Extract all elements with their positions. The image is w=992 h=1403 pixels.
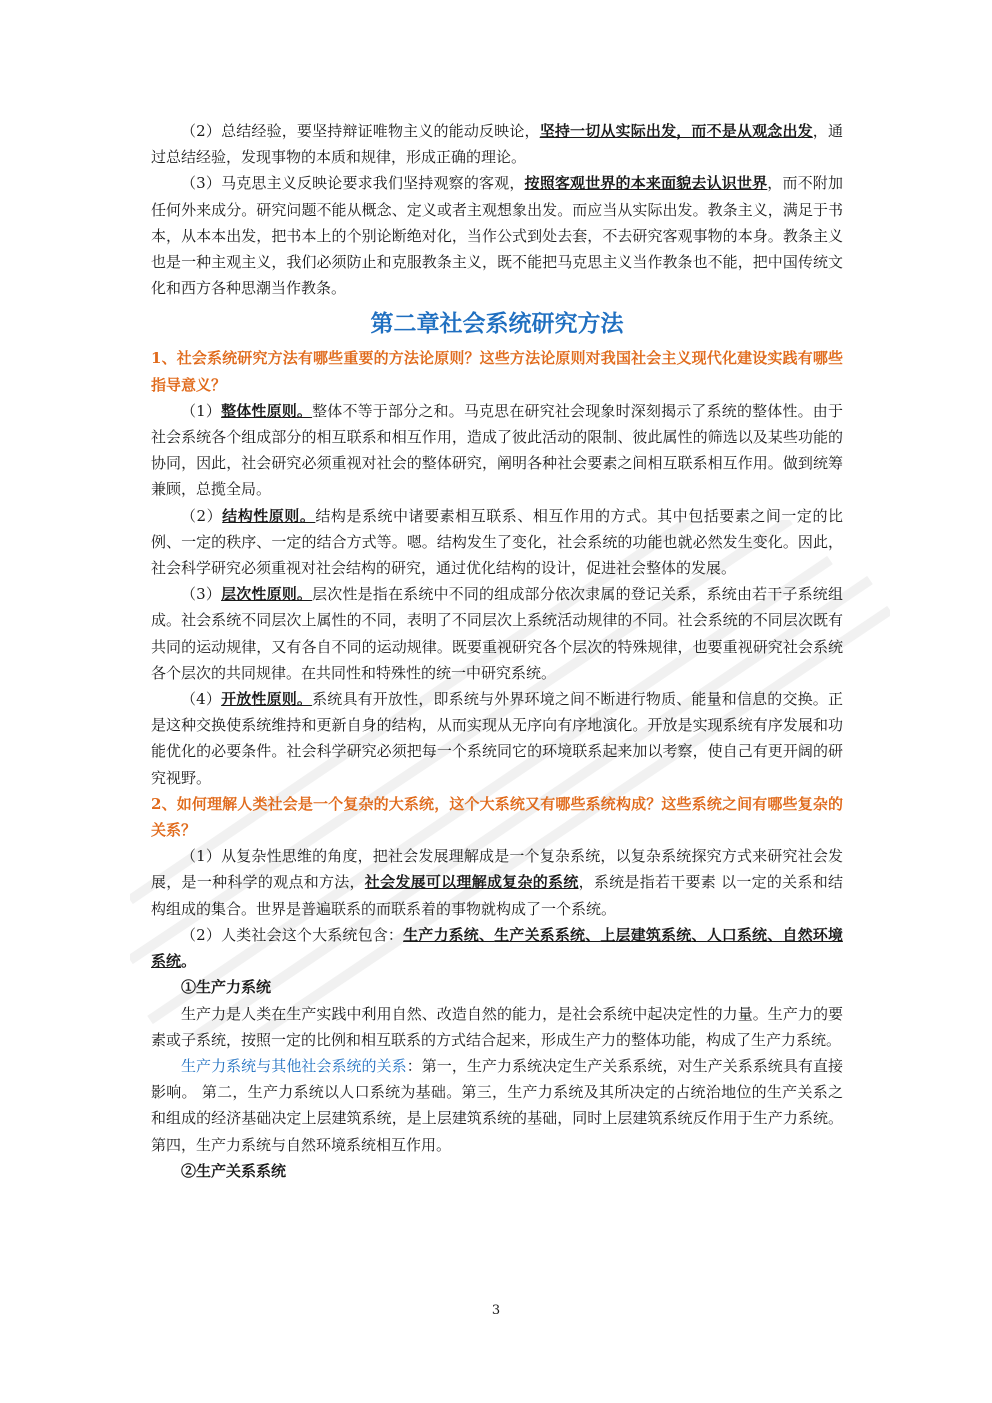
item-label: （3） (181, 174, 222, 193)
paragraph-text: 结构是系统中诸要素相互联系、相互作用的方式。其中包括要素之间一定的比例、一定的秩序、一定的结合方式等。嗯。结构发生了变化，社会系统的功能也就必然发生变化。因此，社会科学研究必须重视对社会结构的研究，通过优化结构的设计，促进社会整体的发展。 (151, 506, 843, 578)
sentence-end: 。 (181, 952, 197, 971)
productive-forces-definition: 生产力是人类在生产实践中利用自然、改造自然的能力，是社会系统中起决定性的力量。生产力的要素或子系统，按照一定的比例和相互联系的方式结合起来，形成生产力的整体功能，构成了生产力系统。 (151, 1004, 843, 1049)
separator: 、 (478, 925, 495, 944)
paragraph-text: 系统具有开放性，即系统与外界环境之间不断进行物质、能量和信息的交换。正是这种交换使系统维持和更新自身的结构，从而实现从无序向有序地演化。开放是实现系统有序发展和功能优化的必要条件。社会科学研究必须把每一个系统同它的环境联系起来加以考察，使自己有更开阔的研究视野。 (151, 690, 843, 787)
principle-name: 结构性原则。 (222, 506, 316, 525)
document-body (151, 118, 843, 1184)
paragraph-text: ，通过总结经验，发现事物的本质和规律，形成正确的理论。 (151, 122, 843, 167)
question-2-title: 2、如何理解人类社会是一个复杂的大系统，这个大系统又有哪些系统构成？这些系统之间有哪些复杂的关系？ (151, 794, 843, 840)
item-label: （1） (181, 401, 222, 420)
system-name: 人口系统 (706, 925, 768, 944)
question-1-title: 1、社会系统研究方法有哪些重要的方法论原则？这些方法论原则对我国社会主义现代化建设实践有哪些指导意义？ (151, 349, 843, 394)
answer-2-paragraph-1 (151, 843, 843, 922)
paragraph-text: 层次性是指在系统中不同的组成部分依次隶属的登记关系，系统由若干子系统组成。社会系统不同层次上属性的不同，表明了不同层次上系统活动规律的不同。社会系统的不同层次既有共同的运动规律，又有各自不同的运动规律。既要重视研究各个层次的特殊规律，也要重视研究社会系统各个层次的共同规律。在共同性和特殊性的统一中研究系统。 (151, 585, 843, 682)
paragraph-text: 马克思主义反映论要求我们坚持观察的客观， (221, 174, 525, 193)
item-label: （4） (181, 690, 222, 709)
principle-3 (151, 581, 843, 686)
separator: 、 (767, 925, 783, 944)
paragraph-text: ：第一，生产力系统决定生产关系系统，对生产关系系统具有直接影响。 第二，生产力系统以人口系统为基础。第三，生产力系统及其所决定的占统治地位的生产关系之和组成的经济基础决定上层建筑系统，是上层建筑系统的基础，同时上层建筑系统反作用于生产力系统。第四，生产力系统与自然环境系统相互作用。 (151, 1056, 843, 1154)
item-label: （2） (181, 122, 222, 140)
system-name: 自然环境系统 (151, 925, 843, 971)
item-label: （2） (181, 506, 223, 525)
principle-2 (151, 503, 843, 582)
item-label: （3） (181, 585, 222, 604)
underlined-emphasis: 社会发展可以理解成复杂的系统 (364, 873, 579, 892)
paragraph-top-2 (151, 118, 843, 170)
paragraph-text: 总结经验，要坚持辩证唯物主义的能动反映论， (221, 122, 540, 140)
subsection-heading-production-relations: ②生产关系系统 (181, 1161, 287, 1180)
paragraph-text: 整体不等于部分之和。马克思在研究社会现象时深刻揭示了系统的整体性。由于社会系统各个组成部分的相互联系和相互作用，造成了彼此活动的限制、彼此属性的筛选以及某些功能的协同，因此，社会研究必须重视对社会的整体研究，阐明各种社会要素之间相互联系相互作用。做到统筹兼顾，总揽全局。 (151, 401, 843, 499)
separator: 、 (585, 925, 601, 944)
system-name: 生产关系系统 (494, 925, 586, 944)
principle-name: 开放性原则。 (221, 690, 313, 709)
chapter-title: 第二章社会系统研究方法 (370, 310, 624, 338)
system-name: 生产力系统 (403, 925, 479, 944)
principle-4 (151, 686, 843, 791)
paragraph-text: 人类社会这个大系统包含： (221, 925, 404, 944)
principle-1 (151, 398, 843, 503)
relation-label: 生产力系统与其他社会系统的关系 (181, 1056, 407, 1075)
subsection-heading-productive-forces: ①生产力系统 (181, 978, 272, 997)
paragraph-text: 从复杂性思维的角度，把社会发展理解成是一个复杂系统，以复杂系统探究方式来研究社会发展，是一种科学的观点和方法， (151, 847, 844, 892)
productive-forces-relation (151, 1053, 843, 1158)
paragraph-top-3 (151, 170, 843, 301)
paragraph-text: ，系统是指若干要素 以一定的关系和结构组成的集合。世界是普遍联系的而联系着的事物就构成了一个系统。 (151, 873, 843, 918)
item-label: （2） (181, 925, 222, 944)
underlined-emphasis: 按照客观世界的本来面貌去认识世界 (524, 174, 768, 193)
principle-name: 层次性原则。 (221, 585, 313, 604)
principle-name: 整体性原则。 (221, 401, 313, 420)
paragraph-text: ，而不附加任何外来成分。研究问题不能从概念、定义或者主观想象出发。而应当从实际出发。教条主义，满足于书本，从本本出发，把书本上的个别论断绝对化，当作公式到处去套，不去研究客观事物的本身。教条主义也是一种主观主义，我们必须防止和克服教条主义，既不能把马克思主义当作教条也不能，把中国传统文化和西方各种思潮当作教条。 (151, 174, 843, 298)
separator: 、 (691, 925, 707, 944)
system-name: 上层建筑系统 (600, 925, 692, 944)
page-number: 3 (491, 1303, 501, 1318)
item-label: （1） (181, 847, 222, 866)
answer-2-paragraph-2 (151, 922, 843, 974)
underlined-emphasis: 坚持一切从实际出发，而不是从观念出发 (539, 122, 813, 140)
